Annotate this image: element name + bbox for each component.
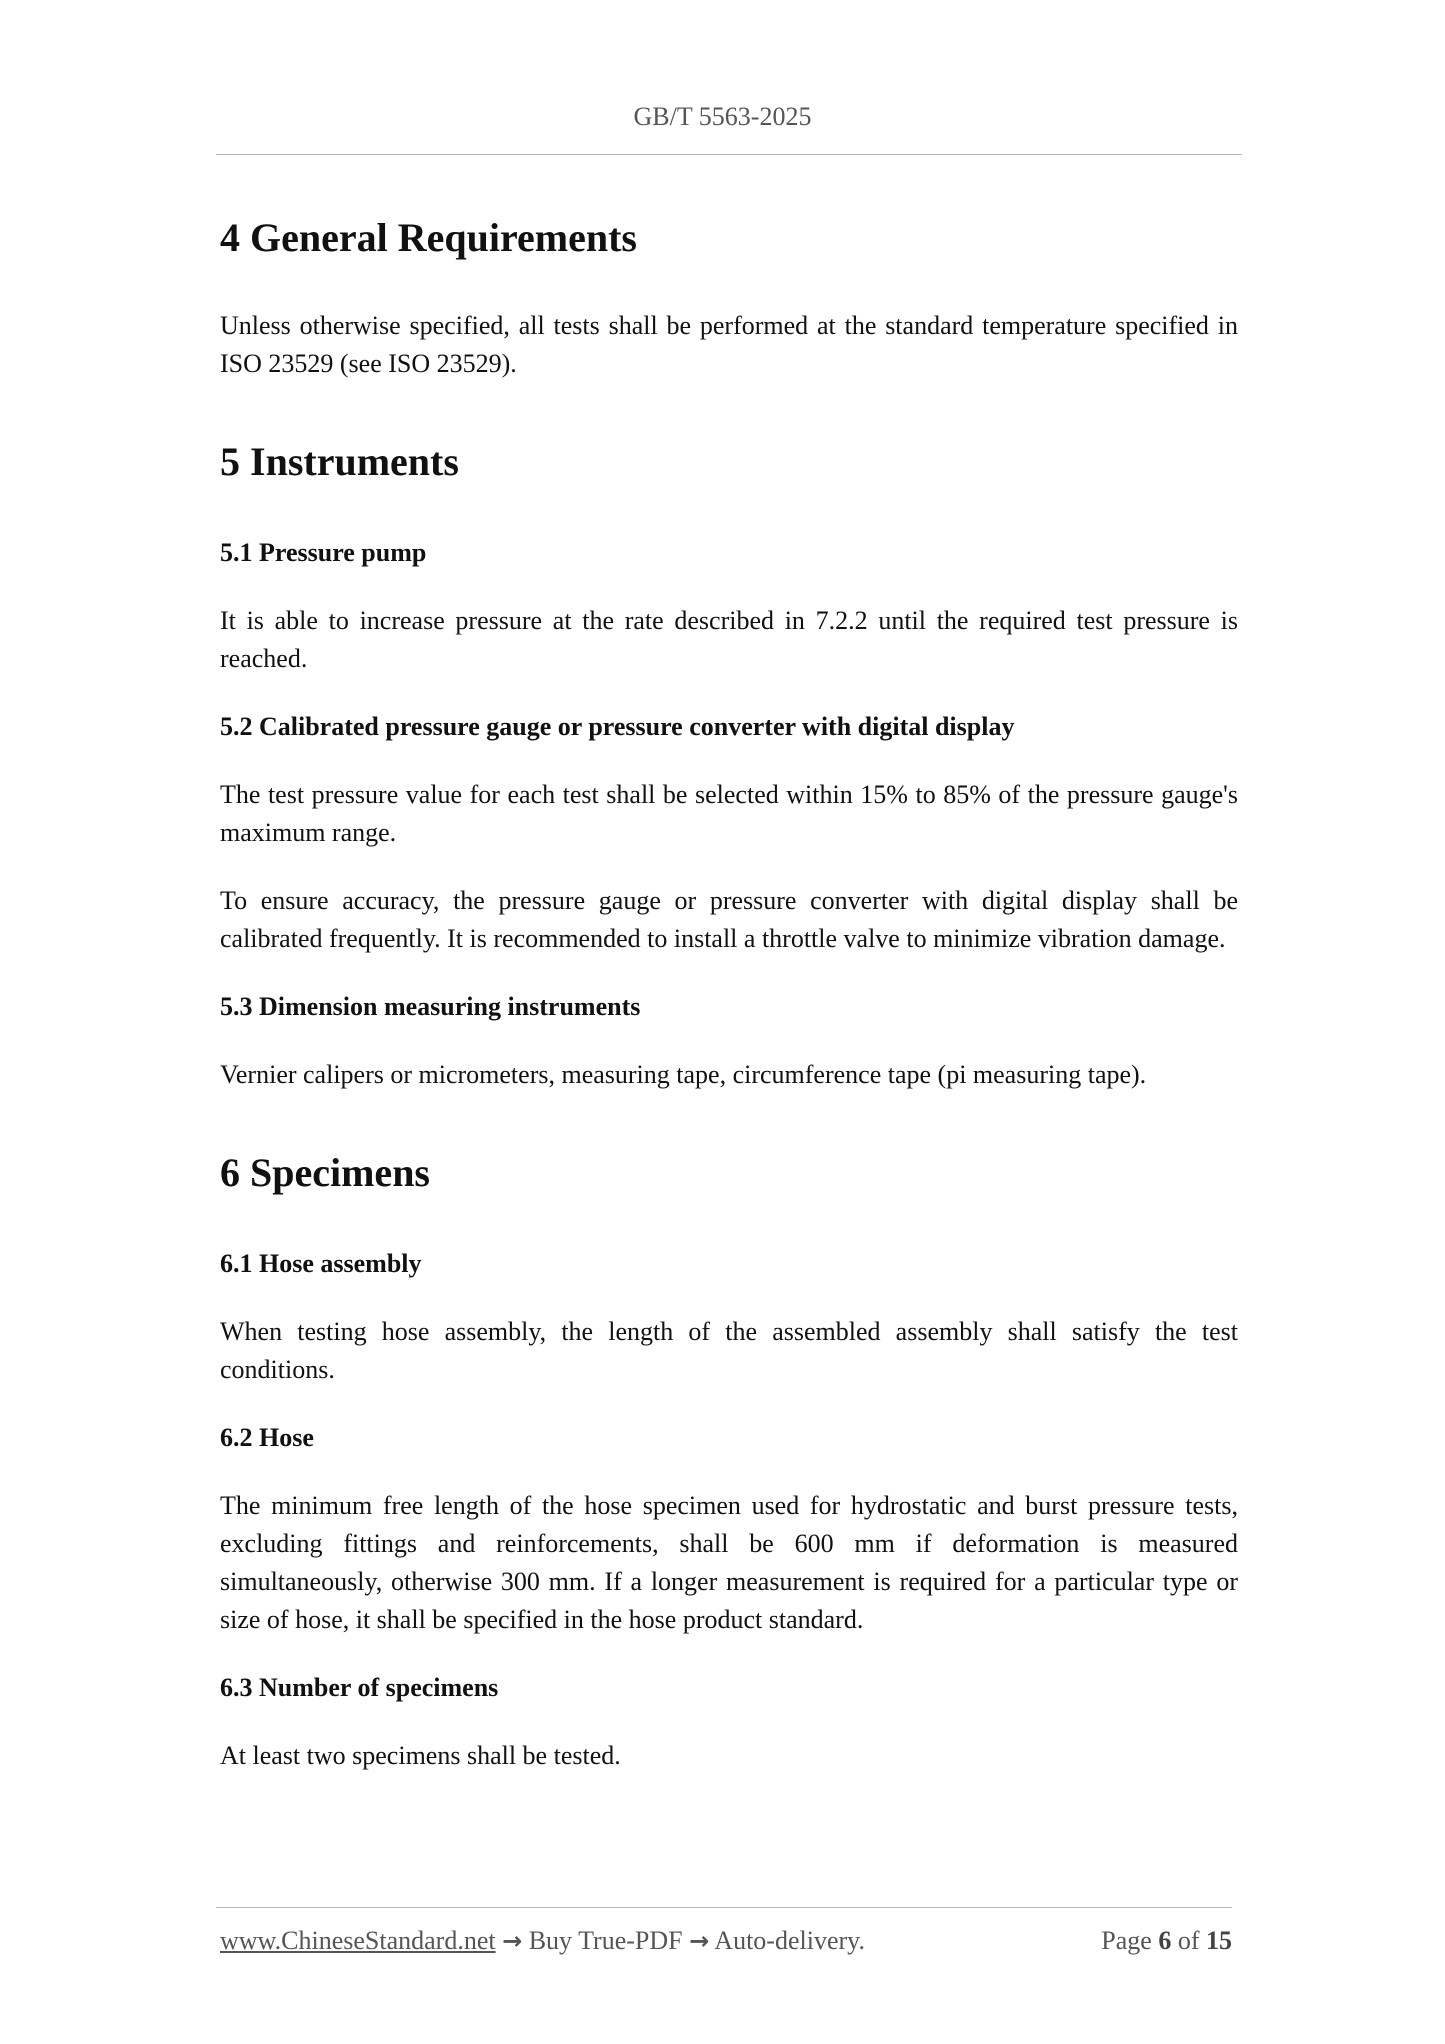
chinese-standard-link[interactable]: www.ChineseStandard.net <box>220 1926 496 1955</box>
arrow-right-icon: → <box>502 1927 523 1955</box>
section-6-1-paragraph: When testing hose assembly, the length of the assembled assembly shall satisfy the test conditions. <box>220 1317 1238 1384</box>
section-6-2-paragraph: The minimum free length of the hose specimen used for hydrostatic and burst pressure tests, excluding fittings and reinforcements, shall be 600 mm if deformation is measured simultaneously, otherwise 300 mm. If a longer measurement is required for a particular type or size of hose, it shall be specified in the hose product standard. <box>220 1491 1238 1634</box>
total-pages-number: 15 <box>1206 1926 1232 1955</box>
document-code-header: GB/T 5563-2025 <box>633 102 812 131</box>
section-6-3-paragraph: At least two specimens shall be tested. <box>220 1741 621 1770</box>
section-5-1-heading: 5.1 Pressure pump <box>220 538 427 567</box>
footer-divider <box>216 1907 1232 1908</box>
auto-delivery-text: Auto-delivery. <box>714 1926 865 1955</box>
page-label: Page <box>1101 1926 1152 1955</box>
current-page-number: 6 <box>1158 1926 1172 1955</box>
section-5-3-paragraph: Vernier calipers or micrometers, measuring tape, circumference tape (pi measuring tape). <box>220 1060 1147 1089</box>
section-5-2-paragraph-1: The test pressure value for each test shall be selected within 15% to 85% of the pressure gauge's maximum range. <box>220 780 1238 847</box>
footer-promo <box>220 1926 865 1956</box>
section-4-paragraph: Unless otherwise specified, all tests shall be performed at the standard temperature specified in ISO 23529 (see ISO 23529). <box>220 311 1238 378</box>
section-5-2-heading: 5.2 Calibrated pressure gauge or pressure converter with digital display <box>220 712 1015 741</box>
of-label: of <box>1177 1926 1200 1955</box>
section-5-heading: 5 Instruments <box>220 439 459 484</box>
page-footer <box>220 1926 1232 1962</box>
section-6-2-heading: 6.2 Hose <box>220 1423 314 1452</box>
header-divider <box>216 154 1242 155</box>
buy-true-pdf-text: Buy True-PDF <box>528 1926 683 1955</box>
arrow-right-icon: → <box>689 1927 710 1955</box>
section-4-heading: 4 General Requirements <box>220 215 637 260</box>
section-6-heading: 6 Specimens <box>220 1150 430 1195</box>
section-6-3-heading: 6.3 Number of specimens <box>220 1673 499 1702</box>
section-5-1-paragraph: It is able to increase pressure at the rate described in 7.2.2 until the required test pressure is reached. <box>220 606 1238 673</box>
section-5-3-heading: 5.3 Dimension measuring instruments <box>220 992 641 1021</box>
page-indicator <box>1101 1926 1232 1956</box>
section-5-2-paragraph-2: To ensure accuracy, the pressure gauge or pressure converter with digital display shall be calibrated frequently. It is recommended to install a throttle valve to minimize vibration damage. <box>220 886 1238 953</box>
section-6-1-heading: 6.1 Hose assembly <box>220 1249 422 1278</box>
